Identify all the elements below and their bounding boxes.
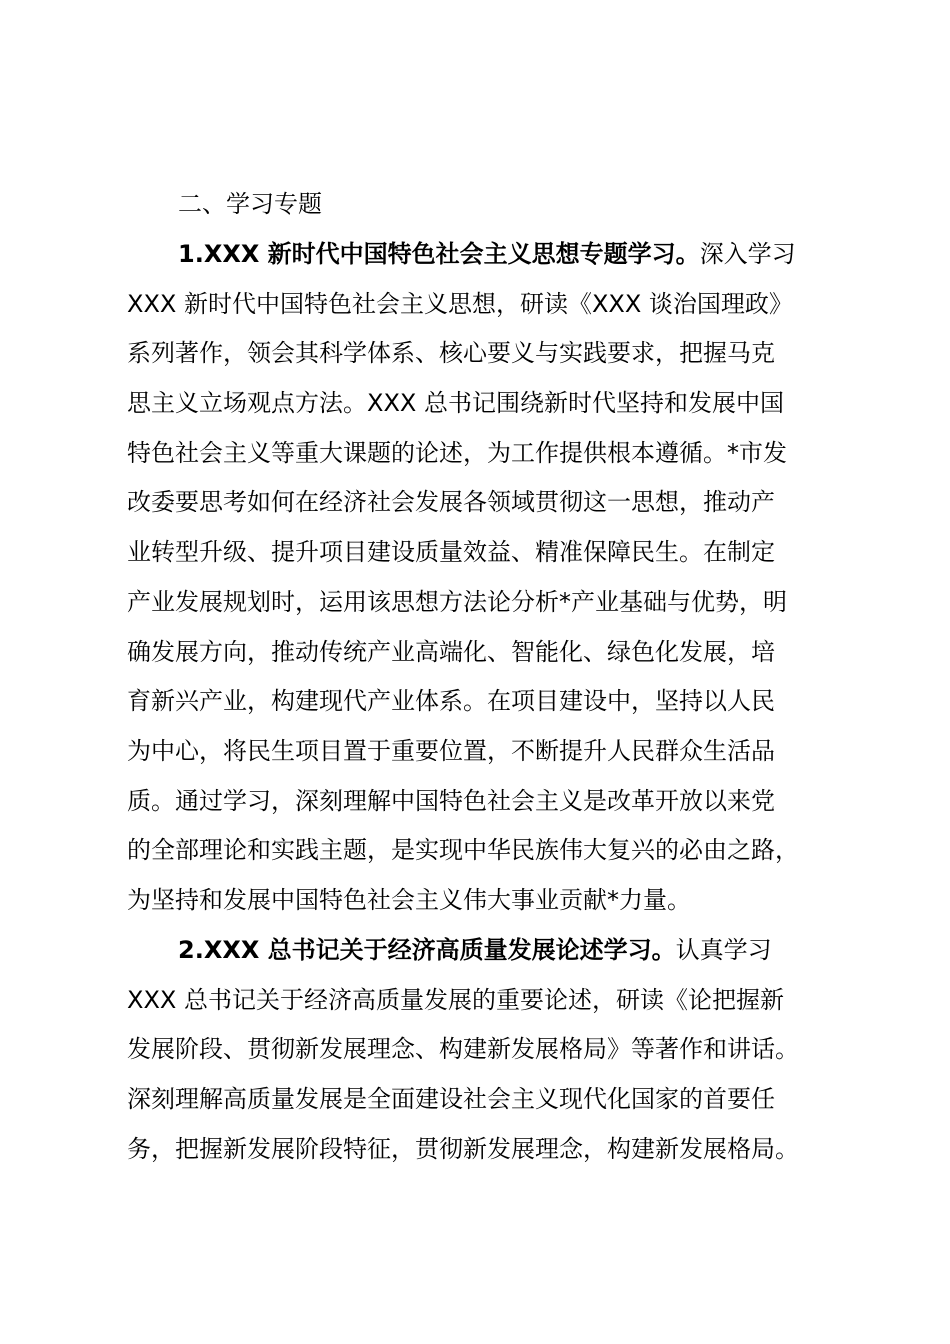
paragraph-line: 的全部理论和实践主题，是实现中华民族伟大复兴的必由之路，: [127, 836, 799, 865]
paragraph-first-line: [127, 230, 867, 280]
section-heading: 二、学习专题: [178, 190, 322, 218]
paragraph-line: 产业发展规划时，运用该思想方法论分析*产业基础与优势，明: [127, 587, 787, 616]
paragraph-first-line: [127, 926, 867, 976]
topic-title: 2.XXX 总书记关于经济高质量发展论述学习。: [178, 936, 676, 964]
paragraph-line: 确发展方向，推动传统产业高端化、智能化、绿色化发展，培: [127, 637, 775, 666]
paragraph-topic-1: [127, 230, 867, 926]
paragraph-topic-2: [127, 926, 867, 1174]
paragraph-text: 认真学习: [675, 936, 772, 964]
paragraph-line: XXX 总书记关于经济高质量发展的重要论述，研读《论把握新: [127, 985, 784, 1014]
paragraph-line: 系列著作，领会其科学体系、核心要义与实践要求，把握马克: [127, 339, 775, 368]
paragraph-line: 质。通过学习，深刻理解中国特色社会主义是改革开放以来党: [127, 786, 775, 815]
paragraph-line: 为坚持和发展中国特色社会主义伟大事业贡献*力量。: [127, 885, 691, 914]
paragraph-line: 业转型升级、提升项目建设质量效益、精准保障民生。在制定: [127, 538, 775, 567]
paragraph-line: 深刻理解高质量发展是全面建设社会主义现代化国家的首要任: [127, 1085, 775, 1114]
topic-title: 1.XXX 新时代中国特色社会主义思想专题学习。: [178, 240, 700, 268]
paragraph-line: 特色社会主义等重大课题的论述，为工作提供根本遵循。*市发: [127, 438, 787, 467]
paragraph-line: 发展阶段、贯彻新发展理念、构建新发展格局》等著作和讲话。: [127, 1035, 799, 1064]
paragraph-line: 改委要思考如何在经济社会发展各领域贯彻这一思想，推动产: [127, 488, 775, 517]
paragraph-line: 为中心，将民生项目置于重要位置，不断提升人民群众生活品: [127, 736, 775, 765]
paragraph-line: XXX 新时代中国特色社会主义思想，研读《XXX 谈治国理政》: [127, 289, 793, 318]
paragraph-text: 深入学习: [699, 240, 796, 268]
paragraph-line: 务，把握新发展阶段特征，贯彻新发展理念，构建新发展格局。: [127, 1134, 799, 1163]
paragraph-line: 育新兴产业，构建现代产业体系。在项目建设中，坚持以人民: [127, 687, 775, 716]
paragraph-line: 思主义立场观点方法。XXX 总书记围绕新时代坚持和发展中国: [127, 389, 784, 418]
